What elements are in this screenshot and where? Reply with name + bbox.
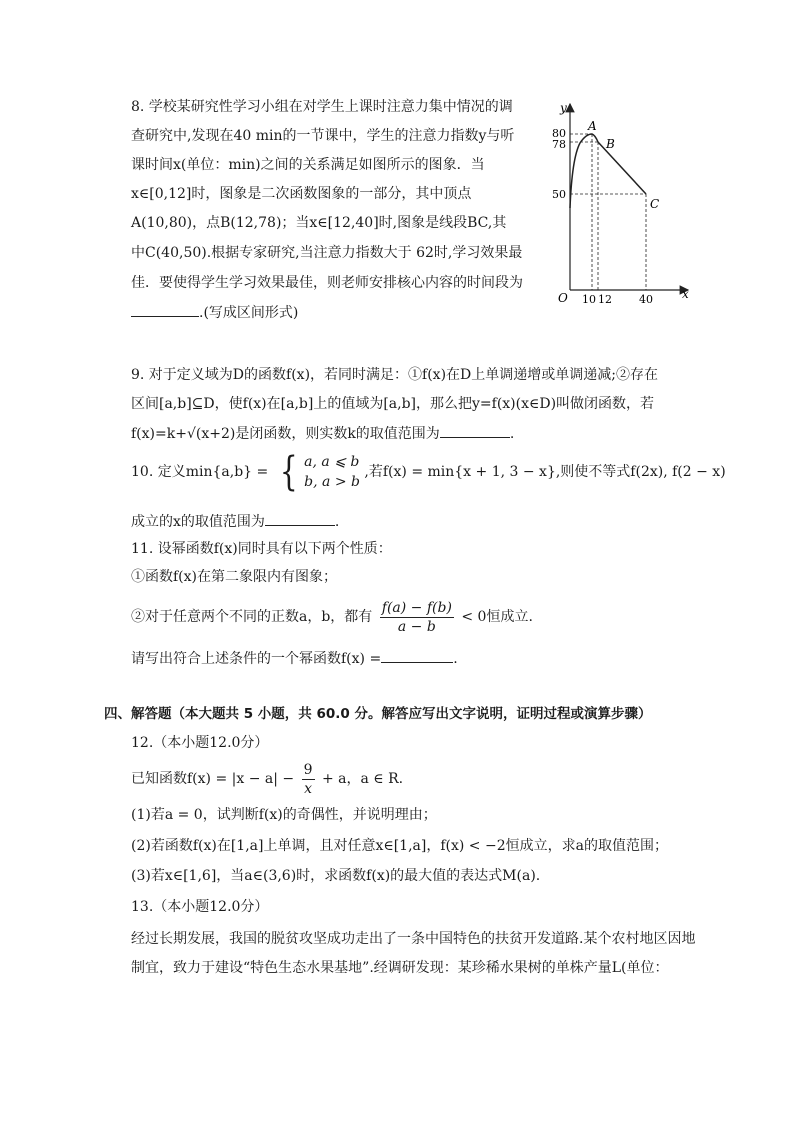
q11-fraction: [380, 599, 454, 636]
q9-line-2: 区间[a,b]⊆D，使f(x)在[a,b]上的值域为[a,b]，那么把y=f(x)(x∈D)叫做闭函数，若: [131, 396, 655, 412]
y-tick-78: 78: [552, 138, 566, 151]
q10-piecewise: [273, 449, 360, 495]
q11-line-1: 11. 设幂函数f(x)同时具有以下两个性质：: [131, 541, 392, 557]
q8-line-6: 中C(40,50).根据专家研究,当注意力指数大于 62时,学习效果最: [131, 245, 523, 261]
q12-fraction-numerator: 9: [303, 761, 313, 778]
q11-answer-blank: [381, 648, 453, 663]
x-tick-12: 12: [598, 293, 612, 306]
q10-case-2: b, a > b: [304, 474, 360, 490]
q10-brace: {: [279, 449, 298, 495]
q12-header: 12.（本小题12.0分）: [131, 735, 269, 751]
q9-line-1: 9. 对于定义域为D的函数f(x)，若同时满足：①f(x)在D上单调递增或单调递减;②存在: [131, 367, 658, 383]
x-axis-label: x: [682, 287, 689, 301]
q11-fraction-denominator: a − b: [397, 618, 436, 635]
q11-line-4-text: 请写出符合上述条件的一个幂函数f(x) =: [131, 651, 382, 667]
point-a-label: A: [588, 119, 597, 133]
q10-suffix: ,若f(x) = min{x + 1, 3 − x},则使不等式f(2x), f(2 − x): [364, 464, 726, 480]
q10-line-2-text: 成立的x的取值范围为: [131, 514, 265, 530]
q11-line-3-suffix: < 0恒成立.: [461, 609, 533, 625]
attention-graph: [540, 98, 700, 313]
parabola-curve: [570, 134, 598, 208]
q9-suffix: .: [509, 426, 515, 442]
q11-line-3: [131, 598, 533, 636]
q9-line-3-text: f(x)=k+√(x+2)是闭函数，则实数k的取值范围为: [131, 426, 440, 442]
q8-line-1: 8. 学校某研究性学习小组在对学生上课时注意力集中情况的调: [131, 99, 513, 115]
q8-line-2: 查研究中,发现在40 min的一节课中，学生的注意力指数y与听: [131, 128, 515, 144]
y-tick-80: 80: [552, 127, 566, 140]
point-c-label: C: [650, 197, 660, 211]
q12-part-3: (3)若x∈[1,6]，当a∈(3,6)时，求函数f(x)的最大值的表达式M(a).: [131, 868, 541, 884]
y-tick-50: 50: [552, 188, 566, 201]
x-tick-40: 40: [639, 293, 653, 306]
origin-label: O: [558, 291, 568, 305]
q12-given: [131, 760, 403, 798]
q8-line-3: 课时间x(单位：min)之间的关系满足如图所示的图象．当: [131, 157, 485, 173]
x-tick-10: 10: [582, 293, 596, 306]
q10-line-1: [131, 449, 726, 495]
q12-fraction: [302, 761, 315, 798]
q8-suffix: .(写成区间形式): [199, 305, 299, 321]
q11-line-4-suffix: .: [453, 651, 458, 667]
q11-line-3-text: ②对于任意两个不同的正数a，b，都有: [131, 609, 373, 625]
point-b-label: B: [606, 137, 615, 151]
q10-line-2-suffix: .: [334, 514, 340, 530]
q10-answer-blank: [265, 511, 335, 526]
section-4-heading: 四、解答题（本大题共 5 小题，共 60.0 分。解答应写出文字说明，证明过程或演算步骤）: [104, 706, 652, 722]
q10-prefix: 10. 定义min{a,b} =: [131, 464, 269, 480]
q11-fraction-numerator: f(a) − f(b): [381, 599, 452, 616]
q11-line-4: [131, 648, 458, 669]
q10-case-1: a, a ⩽ b: [304, 454, 360, 470]
q11-line-2: ①函数f(x)在第二象限内有图象；: [131, 569, 338, 585]
q12-given-suffix: + a，a ∈ R.: [321, 771, 404, 787]
q9-line-3: [131, 423, 514, 444]
q8-line-7: 佳．要使得学生学习效果最佳，则老师安排核心内容的时间段为: [131, 275, 523, 291]
q8-line-5: A(10,80)，点B(12,78)；当x∈[12,40]时,图象是线段BC,其: [131, 215, 507, 231]
q10-line-2: [131, 511, 339, 532]
q13-header: 13.（本小题12.0分）: [131, 899, 269, 915]
y-axis-label: y: [560, 101, 567, 115]
q9-answer-blank: [440, 423, 510, 438]
q12-fraction-denominator: x: [304, 780, 312, 797]
q12-given-text: 已知函数f(x) = |x − a| −: [131, 771, 295, 787]
q8-line-4: x∈[0,12]时，图象是二次函数图象的一部分，其中顶点: [131, 186, 472, 202]
q13-line-2: 制宜，致力于建设“特色生态水果基地”.经调研发现：某珍稀水果树的单株产量L(单位：: [131, 960, 669, 976]
q8-line-8: [131, 302, 298, 323]
q12-part-2: (2)若函数f(x)在[1,a]上单调，且对任意x∈[1,a]，f(x) < −2恒成立，求a的取值范围；: [131, 838, 668, 854]
q13-line-1: 经过长期发展，我国的脱贫攻坚成功走出了一条中国特色的扶贫开发道路.某个农村地区因地: [131, 931, 696, 947]
q12-part-1: (1)若a = 0，试判断f(x)的奇偶性，并说明理由；: [131, 807, 437, 823]
q8-answer-blank: [131, 302, 199, 317]
